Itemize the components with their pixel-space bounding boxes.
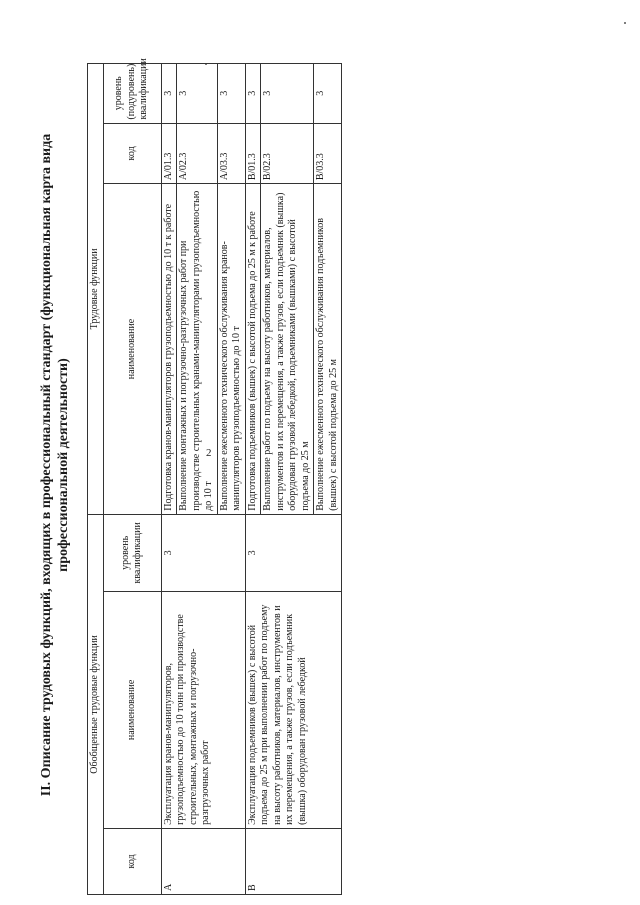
page-number: 2 bbox=[206, 447, 212, 459]
group-name: Эксплуатация подъемников (вышек) с высотой подъема до 25 м при выполнении работ по подъему на высоту работников, материалов, инструментов и их перемещения, а также грузов, если подъемник (вышка) оборудован грузовой лебедкой bbox=[245, 591, 342, 828]
function-name: Выполнение монтажных и погрузочно-разгрузочных работ при производстве строительных кранами-манипуляторами грузоподъемностью до 10 т bbox=[177, 184, 218, 515]
function-code: B/03.3 bbox=[314, 123, 342, 184]
functions-table bbox=[87, 58, 342, 895]
function-name: Выполнение ежесменного технического обслуживания кранов-манипуляторов грузоподъемностью до 10 т bbox=[217, 184, 245, 515]
group-level: 3 bbox=[245, 514, 342, 591]
header-lf-name: наименование bbox=[103, 184, 161, 515]
group-code: A bbox=[161, 828, 245, 894]
function-code: A/01.3 bbox=[161, 123, 177, 184]
function-name: Подготовка кранов-манипуляторов грузоподъемностью до 10 т к работе bbox=[161, 184, 177, 515]
function-code: B/01.3 bbox=[245, 123, 261, 184]
header-qual-level: уровень квалификации bbox=[103, 514, 161, 591]
function-level: 3 bbox=[314, 64, 342, 124]
header-lf-level: уровень (подуровень) квалификации bbox=[103, 64, 161, 124]
group-code: B bbox=[245, 828, 342, 894]
header-name: наименование bbox=[103, 591, 161, 828]
header-code: код bbox=[103, 828, 161, 894]
function-code: B/02.3 bbox=[261, 123, 314, 184]
function-code: A/02.3 bbox=[177, 123, 218, 184]
header-generalized: Обобщенные трудовые функции bbox=[88, 514, 104, 894]
group-level: 3 bbox=[161, 514, 245, 591]
function-level: 3 bbox=[217, 64, 245, 124]
function-level: 3 bbox=[161, 64, 177, 124]
section-title bbox=[38, 85, 72, 845]
title-line-1: II. Описание трудовых функций, входящих в профессиональный стандарт (функциональная карта вида bbox=[39, 133, 54, 797]
function-name: Выполнение ежесменного технического обслуживания подъемников (вышек) с высотой подъема до 25 м bbox=[314, 184, 342, 515]
function-code: A/03.3 bbox=[217, 123, 245, 184]
function-name: Выполнение работ по подъему на высоту работников, материалов, инструментов и их перемещения, а также грузов, если подъемник (вышка) оборудован грузовой лебедкой, подъемниками (вышками) с высотой подъема до 25 м bbox=[261, 184, 314, 515]
header-lf-code: код bbox=[103, 123, 161, 184]
function-name: Подготовка подъемников (вышек) с высотой подъема до 25 м к работе bbox=[245, 184, 261, 515]
function-level: 3 bbox=[177, 64, 218, 124]
header-labor: Трудовые функции bbox=[88, 64, 104, 515]
function-level: 3 bbox=[245, 64, 261, 124]
title-line-2: профессиональной деятельности) bbox=[56, 358, 71, 572]
function-level: 3 bbox=[261, 64, 314, 124]
group-name: Эксплуатация кранов-манипуляторов, грузоподъемностью до 10 тонн при производстве строительных, монтажных и погрузочно-разгрузочных работ bbox=[161, 591, 245, 828]
